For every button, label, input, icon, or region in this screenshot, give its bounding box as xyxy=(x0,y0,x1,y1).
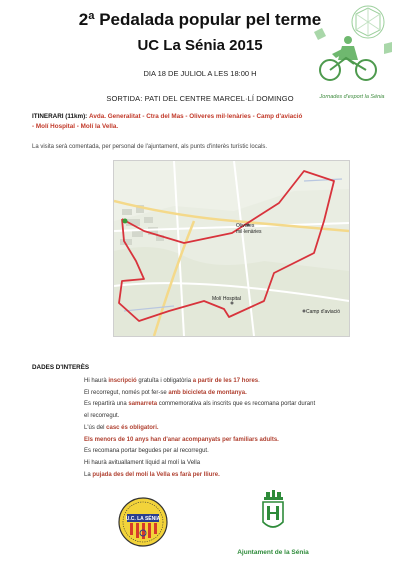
itinerary xyxy=(32,112,332,132)
info-text: Hi haurà xyxy=(84,378,109,384)
info-climb xyxy=(84,470,324,482)
info-heading: DADES D'INTERÈS xyxy=(32,364,90,371)
info-text: gratuïta i obligatòria xyxy=(136,378,193,384)
info-drinks: Es recomana portar begudes per al recorregut. xyxy=(84,448,209,455)
club-badge-icon xyxy=(118,497,168,547)
info-text: El recorregut, només pot fer-se xyxy=(84,389,169,396)
page-subtitle: UC La Sénia 2015 xyxy=(137,37,263,54)
info-highlight: casc és obligatori. xyxy=(106,424,159,431)
event-start-location: SORTIDA: PATI DEL CENTRE MARCEL·LÍ DOMINGO xyxy=(106,94,294,103)
info-highlight: a partir de les 17 hores xyxy=(192,378,259,384)
info-refreshment: Hi haurà avituallament líquid al molí la Vella xyxy=(84,459,201,466)
info-highlight: samarreta xyxy=(128,401,158,408)
map-label-millenaries: mil·lenàries xyxy=(236,229,262,235)
start-marker xyxy=(123,219,128,224)
club-logo-text: U.C. LA SÉNIA xyxy=(125,516,161,522)
map-label-moli-hospital: Molí Hospital xyxy=(212,296,241,302)
info-tshirt xyxy=(84,399,324,411)
info-highlight: amb bicicleta de montanya. xyxy=(168,389,247,396)
info-text: L'ús del xyxy=(84,424,107,431)
info-text: Es repartirà una xyxy=(84,401,129,408)
itinerary-route-line2: - Molí Hospital - Molí la Vella. xyxy=(32,123,119,130)
logo-caption: Jornades d'esport la Sénia xyxy=(319,94,385,100)
info-text: . xyxy=(258,378,260,384)
info-helmet xyxy=(84,423,324,435)
map-label-oliveres: Oliveres xyxy=(236,223,255,229)
info-text: commemorativa als inscrits que es recomana portar durant xyxy=(157,401,316,408)
guided-visit-note: La visita serà comentada, per personal de l'ajuntament, als punts d'interès turístic locals. xyxy=(32,144,268,150)
info-text: La xyxy=(84,471,93,478)
event-date: DIA 18 DE JULIOL A LES 18:00 H xyxy=(143,69,257,78)
info-highlight: pujada des del molí la Vella es farà per lliure. xyxy=(92,471,220,478)
council-logo xyxy=(230,488,316,556)
info-minors: Els menors de 10 anys han d'anar acompanyats per familiars adults. xyxy=(84,436,279,443)
itinerary-label: ITINERARI (11km): xyxy=(32,113,88,120)
jornades-esport-logo xyxy=(308,2,396,100)
info-registration xyxy=(84,376,324,388)
info-highlight: inscripció xyxy=(108,378,137,384)
itinerary-route-line1: Avda. Generalitat - Ctra del Mas - Oliveres mil·lenàries - Camp d'aviació xyxy=(89,113,303,120)
info-tshirt-cont: el recorregut. xyxy=(84,413,120,420)
info-list xyxy=(84,376,324,481)
page-title: 2ª Pedalada popular pel terme xyxy=(78,10,322,29)
council-caption: Ajuntament de la Sénia xyxy=(237,549,309,556)
route-map xyxy=(113,160,350,337)
info-bike xyxy=(84,388,324,400)
club-logo xyxy=(118,497,168,547)
route-map-svg xyxy=(114,161,349,336)
map-label-camp-aviacio: Camp d'aviació xyxy=(306,309,341,315)
council-crest-icon xyxy=(230,488,316,542)
